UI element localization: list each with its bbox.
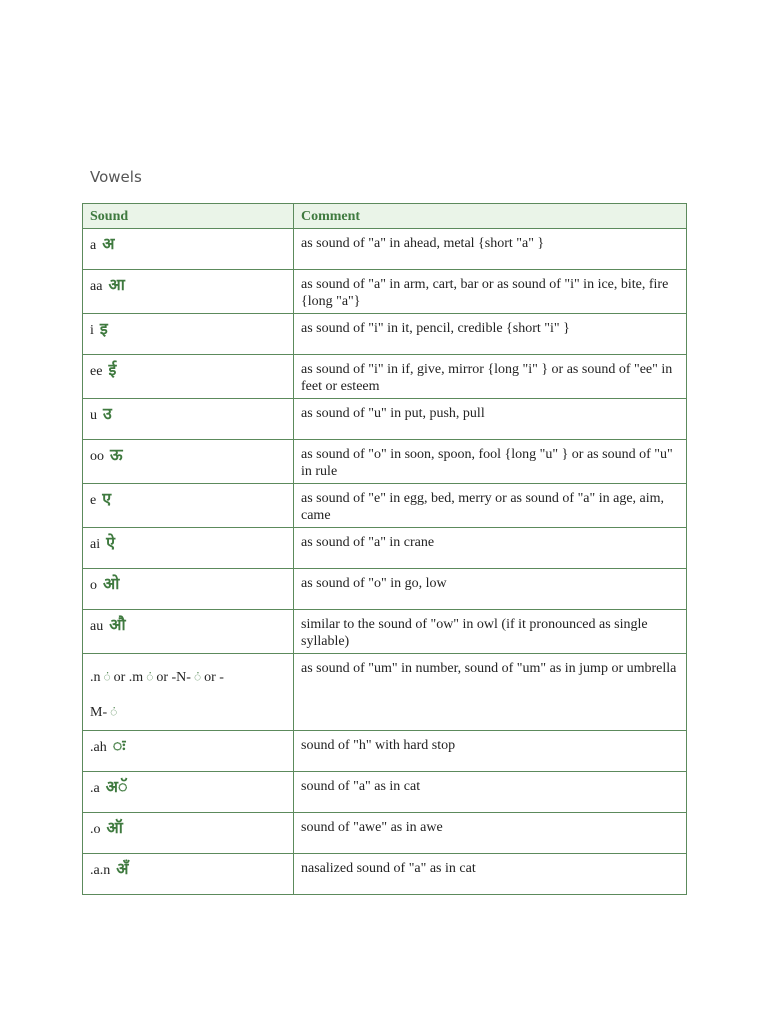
sound-latin: i (90, 323, 94, 338)
table-row (83, 440, 687, 484)
sound-cell (83, 229, 294, 270)
table-row (83, 654, 687, 731)
comment-cell: nasalized sound of "a" as in cat (294, 854, 687, 895)
table-row (83, 399, 687, 440)
table-row (83, 610, 687, 654)
sound-cell (83, 731, 294, 772)
comment-cell: sound of "a" as in cat (294, 772, 687, 813)
sound-cell (83, 654, 294, 731)
devanagari-symbol: ऑ (106, 818, 123, 837)
sound-cell (83, 355, 294, 399)
sound-latin: oo (90, 449, 104, 464)
devanagari-symbol: अँ (116, 859, 129, 878)
table-row (83, 355, 687, 399)
devanagari-symbol: ओ (103, 574, 120, 593)
comment-cell: as sound of "a" in ahead, metal {short "a" } (294, 229, 687, 270)
comment-cell: as sound of "o" in soon, spoon, fool {long "u" } or as sound of "u" in rule (294, 440, 687, 484)
table-row (83, 731, 687, 772)
devanagari-symbol: ऐ (106, 533, 115, 552)
sound-latin: u (90, 408, 97, 423)
sound-latin: au (90, 619, 104, 634)
comment-cell: as sound of "u" in put, push, pull (294, 399, 687, 440)
sound-cell (83, 854, 294, 895)
sound-latin: or .m (113, 670, 144, 685)
sound-cell (83, 399, 294, 440)
table-row (83, 528, 687, 569)
table-row (83, 569, 687, 610)
sound-latin: ai (90, 537, 101, 552)
sound-latin: .a.n (90, 863, 111, 878)
table-row (83, 772, 687, 813)
sound-latin: aa (90, 279, 103, 294)
vowels-table (82, 203, 687, 895)
comment-cell: as sound of "a" in crane (294, 528, 687, 569)
sound-cell (83, 314, 294, 355)
table-row (83, 270, 687, 314)
devanagari-symbol: औ (109, 615, 126, 634)
sound-latin: M- (90, 705, 108, 720)
devanagari-symbol: ः (112, 736, 126, 755)
sound-cell (83, 528, 294, 569)
comment-cell: sound of "awe" as in awe (294, 813, 687, 854)
section-heading: Vowels (90, 168, 142, 186)
devanagari-symbol: ए (102, 489, 112, 508)
sound-cell (83, 569, 294, 610)
column-header-comment: Comment (294, 204, 687, 229)
devanagari-symbol: अॅ (105, 777, 128, 796)
sound-cell (83, 813, 294, 854)
table-row (83, 484, 687, 528)
comment-cell: as sound of "i" in if, give, mirror {long "i" } or as sound of "ee" in feet or esteem (294, 355, 687, 399)
sound-latin: or - (204, 670, 224, 685)
sound-latin: .o (90, 822, 101, 837)
sound-cell (83, 610, 294, 654)
sound-cell (83, 484, 294, 528)
comment-cell: as sound of "a" in arm, cart, bar or as sound of "i" in ice, bite, fire {long "a"} (294, 270, 687, 314)
table-row (83, 813, 687, 854)
devanagari-symbol: आ (108, 275, 125, 294)
comment-cell: as sound of "i" in it, pencil, credible {short "i" } (294, 314, 687, 355)
comment-cell: sound of "h" with hard stop (294, 731, 687, 772)
sound-latin: .n (90, 670, 101, 685)
sound-latin: .ah (90, 740, 107, 755)
sound-latin: a (90, 238, 97, 253)
devanagari-symbol: इ (99, 319, 108, 338)
devanagari-symbol: अ (102, 234, 115, 253)
sound-cell (83, 440, 294, 484)
table-row (83, 314, 687, 355)
anusvara-symbol: ं (146, 670, 154, 684)
sound-cell (83, 270, 294, 314)
sound-latin: e (90, 493, 97, 508)
comment-cell: as sound of "um" in number, sound of "um" as in jump or umbrella (294, 654, 687, 731)
table-row (83, 229, 687, 270)
devanagari-symbol: उ (103, 404, 112, 423)
devanagari-symbol: ई (108, 360, 117, 379)
devanagari-symbol: ऊ (110, 445, 123, 464)
anusvara-symbol: ं (193, 670, 202, 684)
sound-latin: o (90, 578, 97, 593)
comment-cell: similar to the sound of "ow" in owl (if it pronounced as single syllable) (294, 610, 687, 654)
anusvara-symbol: ं (103, 670, 111, 684)
column-header-sound: Sound (83, 204, 294, 229)
sound-latin: .a (90, 781, 100, 796)
comment-cell: as sound of "e" in egg, bed, merry or as sound of "a" in age, aim, came (294, 484, 687, 528)
table-header-row (83, 204, 687, 229)
sound-cell (83, 772, 294, 813)
sound-latin: or -N- (156, 670, 191, 685)
table-row (83, 854, 687, 895)
sound-latin: ee (90, 364, 103, 379)
anusvara-symbol: ं (110, 705, 118, 719)
comment-cell: as sound of "o" in go, low (294, 569, 687, 610)
